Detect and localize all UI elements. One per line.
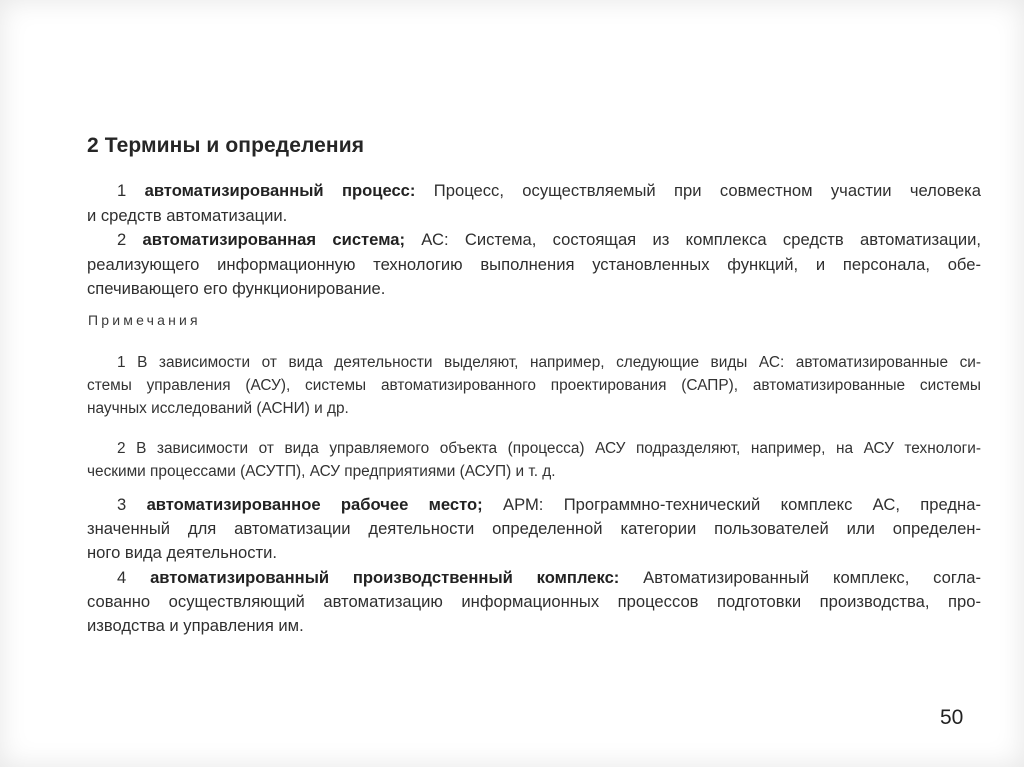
term-3-number: 3	[117, 495, 127, 514]
note-1-line-3: научных исследований (АСНИ) и др.	[87, 400, 349, 417]
term-4-title: автоматизированный производственный комплекс:	[150, 568, 620, 587]
note-2-line-1: 2 В зависимости от вида управляемого объекта (процесса) АСУ подразделяют, например, на АСУ технологи-	[117, 440, 981, 457]
note-2-line-2: ческими процессами (АСУТП), АСУ предприятиями (АСУП) и т. д.	[87, 463, 556, 480]
term-1-line-2: и средств автоматизации.	[87, 206, 288, 225]
term-1-line-1	[117, 179, 981, 202]
term-1-text-1: Процесс, осуществляемый при совместном участии человека	[415, 181, 981, 200]
term-2-number: 2	[117, 230, 127, 249]
term-2-line-3: спечивающего его функционирование.	[87, 279, 386, 298]
note-1-line-1: 1 В зависимости от вида деятельности выделяют, например, следующие виды АС: автоматизированные си-	[117, 354, 981, 371]
notes-title: Примечания	[88, 312, 201, 328]
term-2-line-2: реализующего информационную технологию выполнения установленных функций, и персонала, обе-	[87, 255, 981, 274]
term-4-line-3: изводства и управления им.	[87, 616, 304, 635]
term-2-line-1	[117, 228, 981, 251]
term-4-number: 4	[117, 568, 127, 587]
term-4-line-2: сованно осуществляющий автоматизацию информационных процессов подготовки производства, про-	[87, 592, 981, 611]
term-3-title: автоматизированное рабочее место;	[146, 495, 483, 514]
term-4-text-1: Автоматизированный комплекс, согла-	[619, 568, 981, 587]
term-1-title: автоматизированный процесс:	[144, 181, 416, 200]
term-1-number: 1	[117, 181, 127, 200]
term-2-title: автоматизированная система;	[142, 230, 405, 249]
term-3-line-1	[117, 493, 981, 516]
section-heading: 2 Термины и определения	[87, 134, 365, 157]
term-3-line-2: значенный для автоматизации деятельности определенной категории пользователей или определен-	[87, 519, 981, 538]
term-4-line-1	[117, 566, 981, 589]
term-2-text-1: АС: Система, состоящая из комплекса средств автоматизации,	[405, 230, 981, 249]
note-1-line-2: стемы управления (АСУ), системы автоматизированного проектирования (САПР), автоматизированные системы	[87, 377, 981, 394]
term-3-line-3: ного вида деятельности.	[87, 543, 278, 562]
page-number: 50	[940, 706, 964, 729]
term-3-text-1: АРМ: Программно-технический комплекс АС, предна-	[482, 495, 981, 514]
